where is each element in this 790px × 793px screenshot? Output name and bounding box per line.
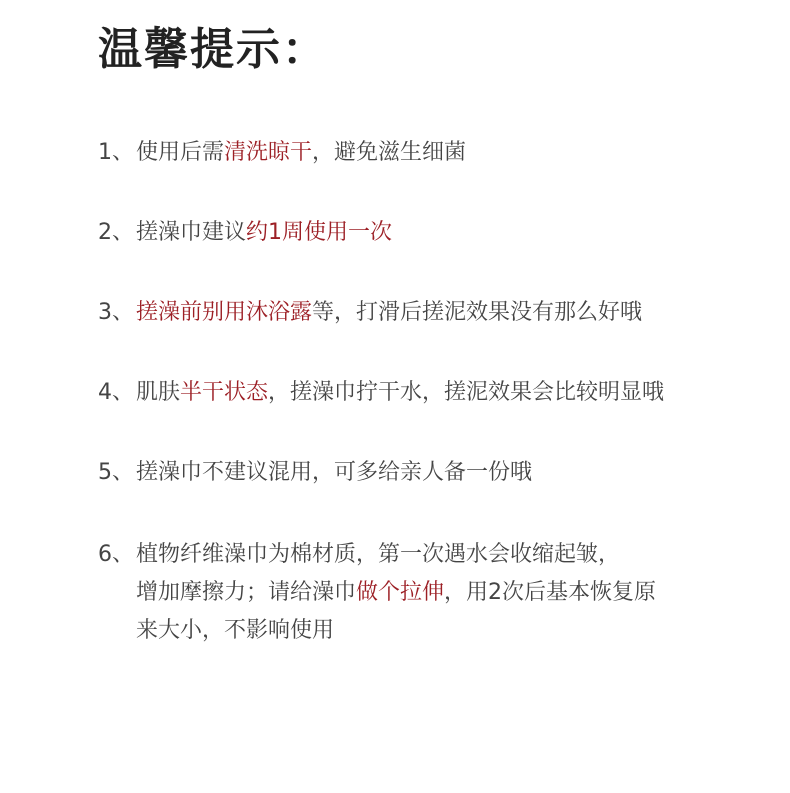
tip-item-3 [98,294,738,332]
tip-continuation-line [98,612,738,650]
tip-text: 等，打滑后搓泥效果没有那么好哦 [312,300,643,325]
tip-highlight: 半干状态 [180,380,269,405]
tip-number: 3、 [98,300,134,325]
tip-number: 5、 [98,460,134,485]
tip-text: ，避免滋生细菌 [312,140,467,165]
tip-item-4 [98,374,738,412]
tip-text: 肌肤 [136,380,181,405]
tip-item-2 [98,214,738,252]
tip-text: 使用后需 [136,140,225,165]
tip-text: 增加摩擦力；请给澡巾 [136,580,357,605]
tip-text: 来大小，不影响使用 [136,618,335,643]
tip-text: 植物纤维澡巾为棉材质，第一次遇水会收缩起皱， [136,542,621,567]
tip-highlight: 搓澡前别用沐浴露 [136,300,313,325]
tip-text: ，用2次后基本恢复原 [444,580,657,605]
tip-text: 搓澡巾不建议混用，可多给亲人备一份哦 [136,460,533,485]
tip-number: 4、 [98,380,134,405]
tip-number: 6、 [98,542,134,567]
tip-highlight: 约1周使用一次 [246,220,393,245]
tip-item-5 [98,454,738,492]
tip-item-6 [98,536,738,650]
tip-item-1 [98,134,738,172]
tip-highlight: 做个拉伸 [356,580,445,605]
tip-continuation-line [98,574,738,612]
tip-text: 搓澡巾建议 [136,220,247,245]
tip-number: 2、 [98,220,134,245]
tip-number: 1、 [98,140,134,165]
tip-text: ，搓澡巾拧干水，搓泥效果会比较明显哦 [268,380,665,405]
page-title: 温馨提示： [98,24,328,75]
tip-highlight: 清洗晾干 [224,140,313,165]
